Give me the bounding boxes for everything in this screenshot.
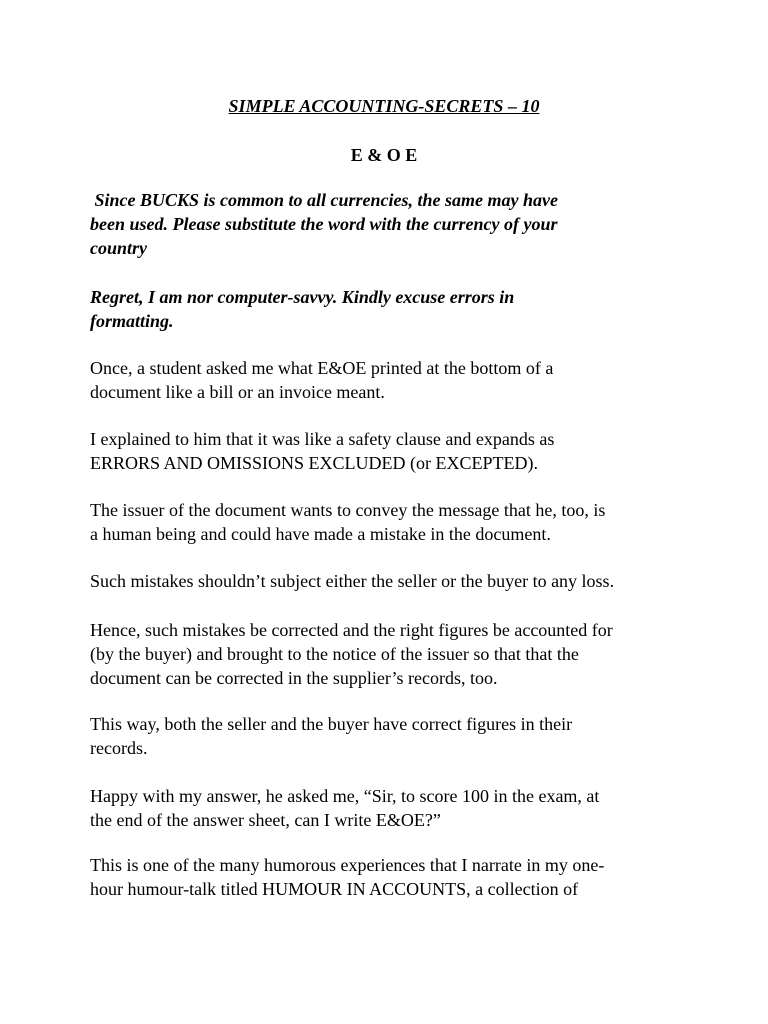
paragraph-line: formatting. xyxy=(90,311,174,331)
paragraph-line: Since BUCKS is common to all currencies, the same may have xyxy=(90,190,559,210)
paragraph-line: document like a bill or an invoice meant. xyxy=(90,382,385,402)
paragraph-line: Regret, I am nor computer-savvy. Kindly excuse errors in xyxy=(90,287,515,307)
paragraph-line: Happy with my answer, he asked me, “Sir, to score 100 in the exam, at xyxy=(90,786,600,806)
paragraph-line: This way, both the seller and the buyer have correct figures in their xyxy=(90,714,573,734)
body-paragraph xyxy=(90,498,690,546)
paragraph-line: been used. Please substitute the word with the currency of your xyxy=(90,214,558,234)
paragraph-line: Such mistakes shouldn’t subject either the seller or the buyer to any loss. xyxy=(90,571,615,591)
body-paragraph xyxy=(90,569,690,593)
note-currency-paragraph xyxy=(90,188,690,260)
body-paragraph xyxy=(90,712,690,760)
paragraph-line: Hence, such mistakes be corrected and the right figures be accounted for xyxy=(90,620,613,640)
paragraph-line: This is one of the many humorous experiences that I narrate in my one- xyxy=(90,855,605,875)
paragraph-line: I explained to him that it was like a safety clause and expands as xyxy=(90,429,555,449)
paragraph-line: country xyxy=(90,238,148,258)
paragraph-line: The issuer of the document wants to convey the message that he, too, is xyxy=(90,500,606,520)
paragraph-line: hour humour-talk titled HUMOUR IN ACCOUNTS, a collection of xyxy=(90,879,579,899)
paragraph-line: ERRORS AND OMISSIONS EXCLUDED (or EXCEPTED). xyxy=(90,453,539,473)
body-paragraph xyxy=(90,784,690,832)
paragraph-line: Once, a student asked me what E&OE printed at the bottom of a xyxy=(90,358,554,378)
paragraph-line: the end of the answer sheet, can I write E&OE?” xyxy=(90,810,441,830)
body-paragraph xyxy=(90,853,690,901)
note-formatting-paragraph xyxy=(90,285,690,333)
body-paragraph xyxy=(90,427,690,475)
paragraph-line: records. xyxy=(90,738,148,758)
paragraph-line: (by the buyer) and brought to the notice of the issuer so that that the xyxy=(90,644,579,664)
paragraph-line: a human being and could have made a mistake in the document. xyxy=(90,524,551,544)
paragraph-line: document can be corrected in the supplier’s records, too. xyxy=(90,668,498,688)
body-paragraph xyxy=(90,618,690,690)
document-subtitle: E & O E xyxy=(350,145,418,165)
document-title: SIMPLE ACCOUNTING-SECRETS – 10 xyxy=(228,96,540,116)
body-paragraph xyxy=(90,356,690,404)
